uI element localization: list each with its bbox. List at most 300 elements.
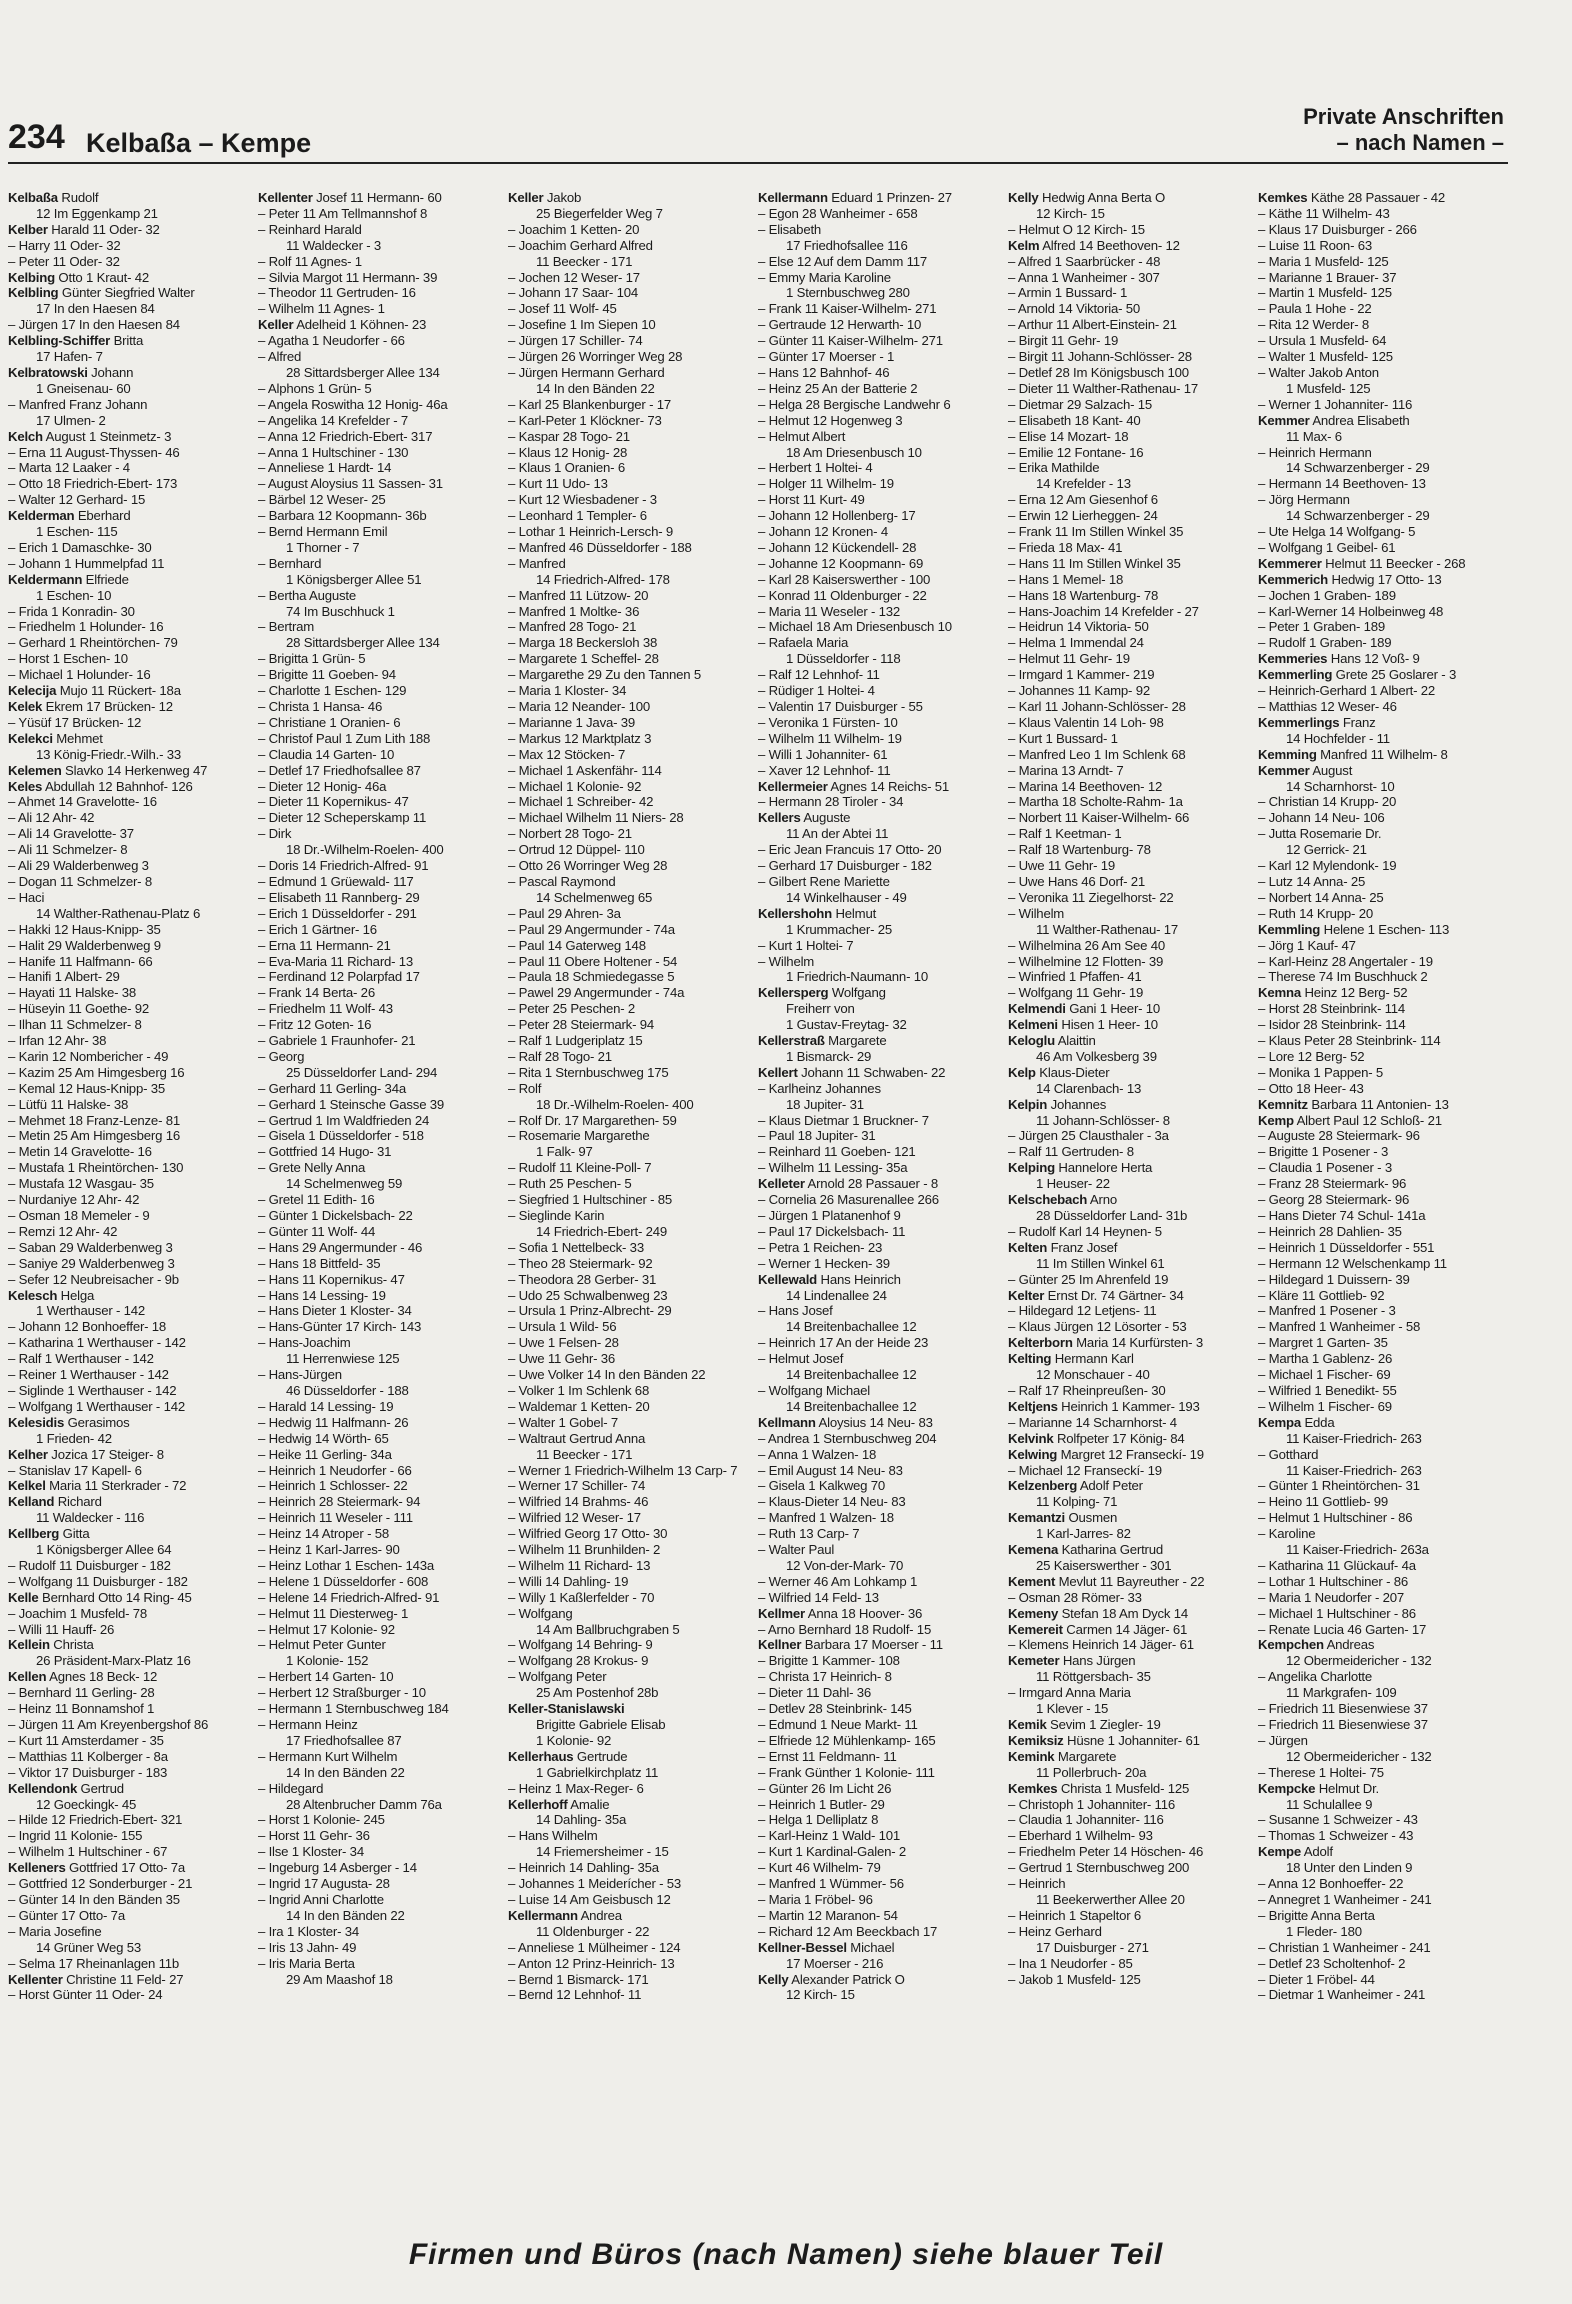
entry-text: – Selma 17 Rheinanlagen 11b [8, 1955, 180, 1971]
directory-entry [1008, 1351, 1256, 1367]
entry-text: – Claudia 14 Garten- 10 [258, 746, 395, 762]
entry-surname: Keldermann [8, 571, 83, 587]
entry-text: 17 Moerser - 216 [786, 1955, 884, 1971]
directory-entry [258, 906, 506, 922]
entry-text: – Jürgen Hermann Gerhard [508, 364, 665, 380]
directory-entry [508, 238, 756, 254]
entry-text: – Friedrich 11 Biesenwiese 37 [1258, 1717, 1428, 1732]
entry-surname: Kelber [8, 221, 48, 237]
entry-text: – Ralf 1 Ludgeriplatz 15 [508, 1033, 643, 1049]
entry-text: – Michael 1 Holunder- 16 [8, 667, 151, 683]
entry-text: – Hans 18 Wartenburg- 78 [1008, 587, 1159, 603]
directory-entry [1008, 1574, 1256, 1590]
directory-entry [258, 779, 506, 795]
directory-entry [508, 954, 756, 970]
entry-text: Heinrich 1 Kammer- 193 [1057, 1398, 1200, 1414]
entry-text: – Horst 1 Kolonie- 245 [258, 1812, 385, 1828]
entry-text: – Joachim Gerhard Alfred [508, 237, 653, 253]
directory-entry [258, 1272, 506, 1288]
directory-entry [258, 317, 506, 333]
entry-text: – Annegret 1 Wanheimer - 241 [1258, 1891, 1432, 1907]
entry-text: – Irmgard Anna Maria [1008, 1685, 1131, 1701]
directory-entry [258, 1812, 506, 1828]
directory-entry [8, 1924, 256, 1940]
directory-entry [508, 572, 756, 588]
entry-text: – Manfred 1 Posener - 3 [1258, 1303, 1396, 1319]
directory-entry [1008, 1781, 1256, 1797]
directory-entry [258, 301, 506, 317]
entry-surname: Kemna [1258, 985, 1301, 1001]
directory-entry [8, 747, 256, 763]
directory-entry [8, 556, 256, 572]
entry-text: Helmut 11 Beecker - 268 [1321, 555, 1466, 571]
directory-entry [508, 1351, 756, 1367]
directory-entry [258, 1208, 506, 1224]
directory-entry [258, 1542, 506, 1558]
entry-text: 1 Frieden- 42 [36, 1430, 112, 1446]
entry-text: – Michael 1 Askenfähr- 114 [508, 762, 662, 778]
directory-entry [1258, 1940, 1506, 1956]
entry-text: – Peter 28 Steiermark- 94 [508, 1017, 654, 1033]
entry-text: – Jürgen 25 Clausthaler - 3a [1008, 1128, 1169, 1144]
entry-text: Sevim 1 Ziegler- 19 [1046, 1717, 1161, 1732]
entry-text: Hisen 1 Heer- 10 [1057, 1017, 1158, 1033]
directory-entry [1258, 969, 1506, 985]
directory-entry [508, 1081, 756, 1097]
directory-entry [1008, 1463, 1256, 1479]
entry-text: 14 Schelmenweg 59 [286, 1176, 403, 1192]
directory-entry [1008, 1160, 1256, 1176]
entry-surname: Kemming [1258, 746, 1317, 762]
entry-text: – Karoline [1258, 1526, 1316, 1542]
entry-text: – Detlef 23 Scholtenhof- 2 [1258, 1955, 1406, 1971]
entry-text: 14 Breitenbachallee 12 [786, 1398, 917, 1414]
entry-text: – Karl 25 Blankenburger - 17 [508, 396, 672, 412]
entry-text: – Dietmar 1 Wanheimer - 241 [1258, 1987, 1426, 2003]
entry-text: – Walter Jakob Anton [1258, 364, 1379, 380]
entry-text: – Metin 14 Gravelotte- 16 [8, 1144, 152, 1160]
directory-entry [508, 1765, 756, 1781]
entry-text: – Heinz 25 An der Batterie 2 [758, 380, 918, 396]
entry-text: – Doris 14 Friedrich-Alfred- 91 [258, 858, 429, 874]
directory-entry [1258, 1828, 1506, 1844]
directory-entry [258, 715, 506, 731]
directory-entry [258, 524, 506, 540]
directory-entry [1008, 922, 1256, 938]
directory-entry [1258, 206, 1506, 222]
directory-entry [758, 238, 1006, 254]
entry-text: – Jörg 1 Kauf- 47 [1258, 937, 1356, 953]
entry-text: – Wilhelm 11 Agnes- 1 [258, 301, 385, 317]
directory-entry [1258, 1144, 1506, 1160]
entry-text: – Angela Roswitha 12 Honig- 46a [258, 396, 448, 412]
directory-entry [508, 1812, 756, 1828]
entry-text: – Helga 1 Delliplatz 8 [758, 1812, 879, 1828]
directory-entry [8, 206, 256, 222]
directory-entry [1258, 731, 1506, 747]
directory-entry [258, 1160, 506, 1176]
entry-text: 25 Düsseldorfer Land- 294 [286, 1064, 438, 1080]
entry-text: – Marga 18 Beckersloh 38 [508, 635, 658, 651]
directory-entry [508, 794, 756, 810]
entry-text: – Dieter 1 Fröbel- 44 [1258, 1971, 1375, 1987]
directory-entry [1008, 222, 1256, 238]
entry-text: Eduard 1 Prinzen- 27 [827, 190, 952, 205]
directory-entry [1258, 985, 1506, 1001]
directory-entry [758, 1494, 1006, 1510]
directory-entry [8, 445, 256, 461]
directory-entry [1008, 1081, 1256, 1097]
entry-text: – Hermann Heinz [258, 1717, 358, 1732]
directory-entry [758, 1987, 1006, 2003]
entry-text: – Wilhelmine 12 Flotten- 39 [1008, 953, 1164, 969]
directory-entry [8, 1542, 256, 1558]
entry-text: – Dietmar 29 Salzach- 15 [1008, 396, 1152, 412]
entry-text: – Heinrich-Gerhard 1 Albert- 22 [1258, 683, 1436, 699]
directory-entry [1258, 1876, 1506, 1892]
directory-entry [1258, 476, 1506, 492]
directory-entry [1258, 413, 1506, 429]
directory-entry [508, 842, 756, 858]
directory-entry [758, 1065, 1006, 1081]
directory-entry [758, 1256, 1006, 1272]
directory-entry [8, 1972, 256, 1988]
entry-text: – Claudia 1 Posener - 3 [1258, 1160, 1392, 1176]
entry-text: Auguste [800, 810, 851, 826]
entry-text: Adelheid 1 Köhnen- 23 [293, 317, 427, 333]
entry-text: – Gertraude 12 Herwarth- 10 [758, 317, 922, 333]
directory-entry [258, 1701, 506, 1717]
directory-entry [258, 1606, 506, 1622]
entry-text: – Luise 14 Am Geisbusch 12 [508, 1891, 671, 1907]
directory-entry [508, 1256, 756, 1272]
entry-text: 14 Schelmenweg 65 [536, 889, 653, 905]
entry-text: – Emmy Maria Karoline [758, 269, 891, 285]
directory-entry [258, 810, 506, 826]
directory-entry [1258, 1622, 1506, 1638]
directory-entry [508, 1526, 756, 1542]
directory-entry [258, 651, 506, 667]
directory-entry [758, 413, 1006, 429]
directory-entry [758, 492, 1006, 508]
directory-entry [258, 349, 506, 365]
entry-text: – Mustafa 1 Rheintörchen- 130 [8, 1160, 184, 1176]
entry-surname: Kellenter [258, 190, 313, 205]
directory-entry [508, 1065, 756, 1081]
directory-entry [1258, 1510, 1506, 1526]
entry-text: – Helmut Peter Gunter [258, 1637, 386, 1653]
directory-entry [508, 349, 756, 365]
entry-text: – Karl 12 Mylendonk- 19 [1258, 858, 1397, 874]
directory-entry [758, 683, 1006, 699]
directory-entry [508, 1797, 756, 1813]
entry-text: – Helmut O 12 Kirch- 15 [1008, 221, 1145, 237]
entry-surname: Kelecija [8, 683, 57, 699]
entry-text: – Werner 1 Hecken- 39 [758, 1255, 890, 1271]
entry-text: 17 Ulmen- 2 [36, 412, 106, 428]
directory-entry [258, 763, 506, 779]
entry-text: – Angelika 14 Krefelder - 7 [258, 412, 409, 428]
directory-entry [258, 826, 506, 842]
directory-entry [1258, 826, 1506, 842]
directory-entry [8, 1176, 256, 1192]
directory-entry [508, 683, 756, 699]
entry-text: – Richard 12 Am Beeckbach 17 [758, 1923, 938, 1939]
entry-text: – Kurt 1 Bussard- 1 [1008, 730, 1118, 746]
entry-text: – Paul 29 Angermunder - 74a [508, 921, 675, 937]
directory-entry [508, 938, 756, 954]
entry-text: Margarete [1054, 1748, 1117, 1764]
entry-text: Manfred 11 Wilhelm- 8 [1316, 746, 1448, 762]
entry-text: – Haci [8, 889, 45, 905]
entry-text: 17 Hafen- 7 [36, 349, 103, 365]
directory-entry [1008, 270, 1256, 286]
entry-text: – Gisela 1 Kalkweg 70 [758, 1478, 886, 1494]
entry-text: 17 Friedhofsallee 116 [786, 237, 908, 253]
directory-entry [8, 1224, 256, 1240]
entry-text: – Ali 11 Schmelzer- 8 [8, 842, 128, 858]
directory-entry [508, 190, 756, 206]
directory-entry [508, 460, 756, 476]
directory-entry [1258, 1176, 1506, 1192]
footer-note: Firmen und Büros (nach Namen) siehe blauer Teil [408, 2238, 1164, 2271]
entry-text: – Jürgen 1 Platanenhof 9 [758, 1208, 901, 1223]
directory-entry [1008, 365, 1256, 381]
entry-text: – Veronika 1 Fürsten- 10 [758, 714, 898, 730]
entry-text: – Michael 1 Fischer- 69 [1258, 1367, 1391, 1383]
entry-text: – Cornelia 26 Masurenallee 266 [758, 1192, 939, 1208]
directory-entry [1008, 1303, 1256, 1319]
directory-entry [8, 619, 256, 635]
entry-text: – Konrad 11 Oldenburger - 22 [758, 587, 927, 603]
entry-text: Maria 14 Kurfürsten- 3 [1072, 1335, 1203, 1351]
directory-entry [8, 1128, 256, 1144]
directory-entry [1008, 1383, 1256, 1399]
entry-text: Gertrude [573, 1748, 628, 1764]
directory-entry [258, 508, 506, 524]
entry-text: – Rudolf 1 Graben- 189 [1258, 635, 1392, 651]
directory-entry [1008, 1431, 1256, 1447]
directory-entry [8, 1192, 256, 1208]
entry-text: Franz [1339, 714, 1376, 730]
directory-entry [1008, 1224, 1256, 1240]
entry-text: – Hans-Jürgen [258, 1367, 342, 1383]
entry-text: – Helmut Albert [758, 428, 846, 444]
entry-surname: Kellberg [8, 1526, 60, 1542]
entry-text: – Klaus Dietmar 1 Bruckner- 7 [758, 1112, 929, 1128]
directory-entry [1258, 635, 1506, 651]
directory-entry [1008, 1765, 1256, 1781]
directory-entry [758, 1081, 1006, 1097]
directory-entry [258, 794, 506, 810]
directory-entry [8, 1606, 256, 1622]
directory-entry [508, 604, 756, 620]
directory-entry [1008, 1828, 1256, 1844]
directory-entry [508, 1033, 756, 1049]
directory-entry [1008, 1542, 1256, 1558]
entry-text: – Helma 1 Immendal 24 [1008, 635, 1144, 651]
entry-text: – Manfred 1 Wümmer- 56 [758, 1876, 904, 1892]
entry-text: – Thomas 1 Schweizer - 43 [1258, 1828, 1414, 1844]
directory-entry [1008, 667, 1256, 683]
directory-entry [758, 1001, 1006, 1017]
directory-entry [1258, 1383, 1506, 1399]
entry-text: Ousmen [1065, 1510, 1118, 1526]
entry-text: – Hans 11 Im Stillen Winkel 35 [1008, 555, 1181, 571]
entry-text: – Johannes 1 Meiderícher - 53 [508, 1876, 682, 1892]
directory-entry [1008, 333, 1256, 349]
entry-text: – Markus 12 Marktplatz 3 [508, 730, 652, 746]
entry-text: Barbara 11 Antonien- 13 [1307, 1096, 1449, 1112]
directory-entry [8, 699, 256, 715]
directory-entry [1258, 333, 1506, 349]
directory-entry [258, 492, 506, 508]
directory-entry [8, 333, 256, 349]
directory-entry [8, 1812, 256, 1828]
entry-text: Ekrem 17 Brücken- 12 [42, 699, 173, 714]
directory-entry [258, 1447, 506, 1463]
entry-text: 11 Kolping- 71 [1036, 1494, 1118, 1510]
entry-text: – Wilhelm 11 Wilhelm- 19 [758, 730, 902, 746]
directory-entry [1258, 1669, 1506, 1685]
entry-text: – Ilhan 11 Schmelzer- 8 [8, 1017, 142, 1033]
entry-text: – Peter 1 Graben- 189 [1258, 619, 1386, 635]
entry-surname: Kemp [1258, 1112, 1294, 1128]
entry-text: – Edmund 1 Grüewald- 117 [258, 873, 414, 889]
entry-text: – Matthias 11 Kolberger - 8a [8, 1748, 168, 1764]
entry-text: – Klaus Peter 28 Steinbrink- 114 [1258, 1033, 1441, 1049]
entry-surname: Kelting [1008, 1351, 1052, 1367]
entry-text: Johann [87, 364, 134, 380]
entry-text: – Ursula 1 Musfeld- 64 [1258, 333, 1387, 349]
entry-text: 11 Beekerwerther Allee 20 [1036, 1891, 1185, 1907]
directory-entry [258, 1622, 506, 1638]
entry-surname: Kelemen [8, 762, 62, 778]
directory-entry [758, 1160, 1006, 1176]
entry-text: Albert Paul 12 Schloß- 21 [1293, 1112, 1442, 1128]
directory-entry [1008, 715, 1256, 731]
directory-entry [1258, 1399, 1506, 1415]
entry-text: Amalie [567, 1796, 610, 1812]
directory-entry [758, 1749, 1006, 1765]
entry-text: 14 Hochfelder - 11 [1286, 730, 1390, 746]
directory-entry [8, 1240, 256, 1256]
entry-text: – Kurt 1 Holtei- 7 [758, 937, 854, 953]
entry-text: – Lothar 1 Heinrich-Lersch- 9 [508, 524, 673, 540]
entry-text: – Kläre 11 Gottlieb- 92 [1258, 1287, 1385, 1303]
directory-entry [1008, 1876, 1256, 1892]
directory-entry [758, 1176, 1006, 1192]
directory-entry [1258, 842, 1506, 858]
entry-text: – Heino 11 Gottlieb- 99 [1258, 1494, 1389, 1510]
entry-text: Andreas [1323, 1637, 1375, 1653]
directory-entry [1258, 763, 1506, 779]
entry-text: 1 Karl-Jarres- 82 [1036, 1526, 1131, 1542]
directory-entry [1258, 397, 1506, 413]
directory-entry [1008, 1637, 1256, 1653]
directory-entry [508, 1383, 756, 1399]
entry-text: – Siglinde 1 Werthauser - 142 [8, 1382, 177, 1398]
entry-text: – Erich 1 Düsseldorfer - 291 [258, 905, 417, 921]
entry-text: – Wilfried 12 Weser- 17 [508, 1510, 641, 1526]
directory-entry [258, 397, 506, 413]
entry-text: Adolf Peter [1077, 1478, 1143, 1494]
directory-entry [758, 429, 1006, 445]
entry-text: Abdullah 12 Bahnhof- 126 [42, 778, 193, 794]
entry-surname: Kemink [1008, 1748, 1055, 1764]
directory-entry [508, 206, 756, 222]
entry-text: 14 Schwarzenberger - 29 [1286, 508, 1430, 524]
directory-entry [758, 1622, 1006, 1638]
entry-text: – Heidrun 14 Viktoria- 50 [1008, 619, 1149, 635]
entry-surname: Kelter [1008, 1287, 1045, 1303]
entry-text: – Dieter 12 Scheperskamp 11 [258, 810, 427, 826]
entry-text: – Brigitte 1 Posener - 3 [1258, 1144, 1389, 1160]
entry-text: – Claudia 1 Johanniter- 116 [1008, 1812, 1164, 1828]
directory-entry [1008, 969, 1256, 985]
entry-text: – Rolf 11 Agnes- 1 [258, 253, 362, 269]
directory-entry [1258, 1812, 1506, 1828]
directory-entry [508, 1987, 756, 2003]
entry-text: – Ingrid 11 Kolonie- 155 [8, 1828, 143, 1844]
entry-text: Alexander Patrick O [788, 1971, 905, 1987]
entry-text: – Gottfried 14 Hugo- 31 [258, 1144, 392, 1160]
directory-entry [1008, 1844, 1256, 1860]
directory-entry [508, 874, 756, 890]
directory-entry [8, 1065, 256, 1081]
directory-column-3 [508, 190, 756, 2230]
entry-text: – Heinz 14 Atroper - 58 [258, 1526, 390, 1542]
directory-entry [508, 747, 756, 763]
directory-entry [758, 285, 1006, 301]
entry-text: – Günter 11 Wolf- 44 [258, 1223, 376, 1239]
entry-text: 18 Unter den Linden 9 [1286, 1860, 1413, 1876]
entry-text: – Ira 1 Kloster- 34 [258, 1923, 360, 1939]
entry-text: – Ina 1 Neudorfer - 85 [1008, 1955, 1133, 1971]
directory-entry [508, 699, 756, 715]
directory-entry [258, 1526, 506, 1542]
directory-entry [8, 365, 256, 381]
directory-entry [258, 1097, 506, 1113]
directory-entry [508, 476, 756, 492]
entry-text: – Maria 12 Neander- 100 [508, 699, 651, 714]
entry-text: – Detlef 28 Im Königsbusch 100 [1008, 364, 1189, 380]
directory-entry [258, 1224, 506, 1240]
directory-entry [258, 683, 506, 699]
directory-entry [1008, 238, 1256, 254]
directory-entry [508, 413, 756, 429]
entry-text: – Maria 1 Kloster- 34 [508, 683, 627, 699]
entry-text: Gottfried 17 Otto- 7a [65, 1860, 186, 1876]
directory-entry [508, 1463, 756, 1479]
entry-text: – Dogan 11 Schmelzer- 8 [8, 873, 152, 889]
entry-text: – Hermann 1 Sternbuschweg 184 [258, 1701, 449, 1717]
directory-entry [1008, 413, 1256, 429]
entry-text: – Bernd 12 Lehnhof- 11 [508, 1987, 642, 2003]
entry-text: – Halit 29 Walderbenweg 9 [8, 937, 161, 953]
entry-surname: Kemmling [1258, 921, 1321, 937]
entry-text: – Sofia 1 Nettelbeck- 33 [508, 1239, 644, 1255]
directory-entry [8, 858, 256, 874]
entry-surname: Kemmerlings [1258, 714, 1340, 730]
entry-text: 11 An der Abtei 11 [786, 826, 889, 842]
directory-entry [1258, 1415, 1506, 1431]
entry-surname: Kellerhaus [508, 1748, 574, 1764]
directory-entry [1008, 1510, 1256, 1526]
directory-entry [8, 285, 256, 301]
entry-surname: Kemiksiz [1008, 1732, 1064, 1748]
directory-entry [258, 222, 506, 238]
